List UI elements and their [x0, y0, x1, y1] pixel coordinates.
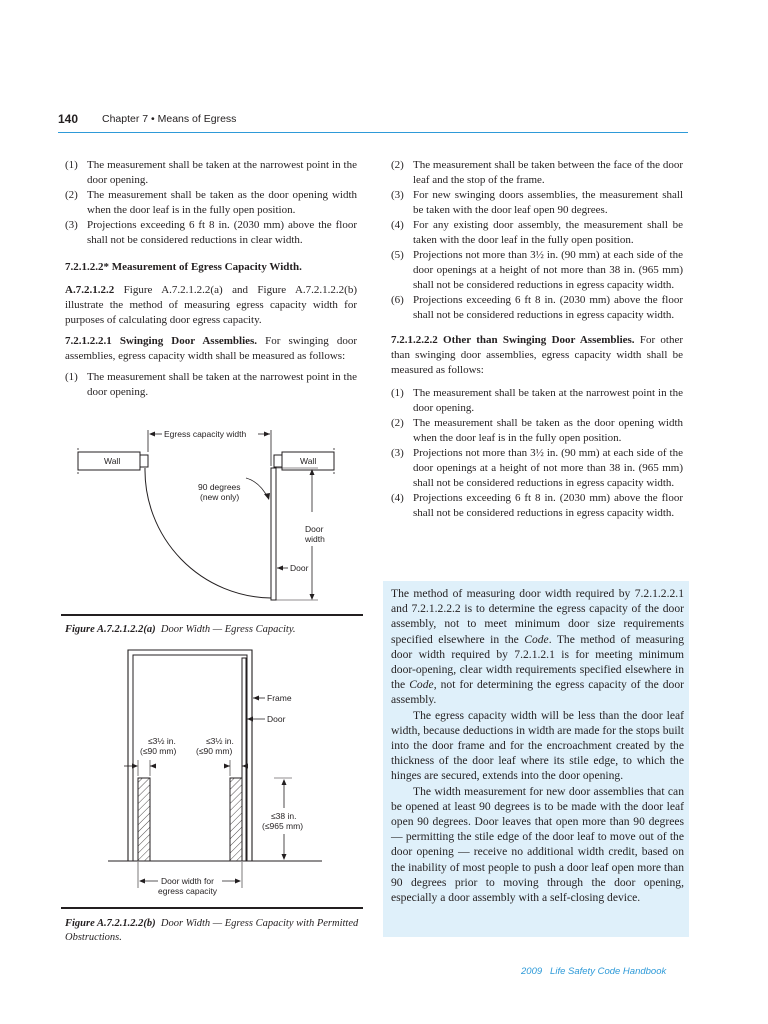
door-label: Door — [290, 563, 309, 573]
section-other: 7.2.1.2.2.2 Other than Swinging Door Assemblies. For other than swinging door assemblies, egress capacity width shall be measured as follows: — [391, 334, 684, 376]
figure-b-drawing — [60, 648, 365, 900]
list-item: (2) The measurement shall be taken between the face of the door leaf and the stop of the frame. — [391, 159, 683, 186]
wall-left-label: Wall — [104, 456, 121, 466]
right-dim-line2: (≤90 mm) — [196, 746, 233, 756]
list-item: (4) For any existing door assembly, the measurement shall be taken with the door leaf in the fully open position. — [391, 219, 683, 246]
left-dim-line2: (≤90 mm) — [140, 746, 177, 756]
header-rule — [58, 132, 688, 133]
frame-stop-right — [274, 455, 282, 467]
section-swinging: 7.2.1.2.2.1 Swinging Door Assemblies. For swinging door assemblies, egress capacity width shall be measured as follows: — [65, 335, 358, 362]
page-header — [58, 112, 688, 134]
list-item: (3) For new swinging doors assemblies, the measurement shall be taken with the door leaf open 90 degrees. — [391, 189, 683, 216]
bottom-dim-line2: egress capacity — [158, 886, 218, 896]
page-footer: 2009 Life Safety Code Handbook — [521, 966, 667, 977]
list-item: (6) Projections exceeding 6 ft 8 in. (2030 mm) above the floor shall not be considered reductions in egress capacity width. — [391, 294, 683, 321]
degrees-label-line2: (new only) — [200, 492, 240, 502]
degrees-label-line1: 90 degrees — [198, 482, 241, 492]
other-list — [391, 386, 683, 521]
swing-list — [65, 370, 357, 400]
left-dim-line1: ≤3½ in. — [148, 736, 176, 746]
figure-b-caption-rule — [61, 907, 363, 909]
right-column — [391, 158, 683, 521]
commentary-paragraph-3: The width measurement for new door assemblies that can be opened at least 90 degrees is to be made with the door leaf open 90 degrees. Door leaves that open more than 90 degrees — permitting the stile edge of the door leaf to move out of the door opening — receive no additional width credit, based on the inability of most people to push a door leaf open more than 90 degrees prior to moving through the door opening, especially a door assembly with a self-closing device. — [391, 784, 684, 905]
section-heading-measurement: 7.2.1.2.2* Measurement of Egress Capacity Width. — [65, 261, 302, 273]
list-item: (1) The measurement shall be taken at the narrowest point in the door opening. — [65, 159, 357, 186]
left-column — [65, 158, 357, 400]
figure-b — [60, 648, 365, 900]
figure-a — [60, 420, 365, 610]
egress-width-label: Egress capacity width — [164, 429, 247, 439]
swing-list-continued — [391, 158, 683, 323]
frame-label: Frame — [267, 693, 292, 703]
annex-paragraph: A.7.2.1.2.2 Figure A.7.2.1.2.2(a) and Figure A.7.2.1.2.2(b) illustrate the method of measuring egress capacity width for purposes of calculating door egress capacity. — [65, 284, 357, 326]
list-item: (5) Projections not more than 3½ in. (90 mm) at each side of the door openings at a height of not more than 38 in. (965 mm) shall not be considered reductions in egress capacity width. — [391, 249, 683, 291]
commentary-paragraph-2: The egress capacity width will be less than the door leaf width, because deductions in width are made for the stops built into the door frame and for the encroachment created by the thickness of the door leaf where its stile edge, to which the hinges are secured, extends into the door opening. — [391, 708, 684, 783]
figure-a-drawing — [60, 420, 365, 610]
commentary-paragraph-1: The method of measuring door width required by 7.2.1.2.2.1 and 7.2.1.2.2.2 is to determine the egress capacity of the door assembly, not to meet minimum door size requirements specified elsewhere in the Code. The method of measuring door width required by 7.2.1.2.1 is for meeting minimum door-opening, clear width requirements specified elsewhere in the Code, not for determining the egress capacity of the door assembly. — [391, 587, 685, 707]
height-dim-line2: (≤965 mm) — [262, 821, 304, 831]
door-leaf-edge — [242, 658, 246, 861]
door-width-label-line1: Door — [305, 524, 324, 534]
left-projection — [138, 778, 150, 861]
list-item: (1) The measurement shall be taken at the narrowest point in the door opening. — [65, 371, 357, 398]
wall-right-label: Wall — [300, 456, 317, 466]
door-width-label-line2: width — [305, 534, 325, 544]
height-dim-line1: ≤38 in. — [271, 811, 297, 821]
commentary-box — [383, 581, 689, 937]
door-leaf-shape — [271, 468, 276, 600]
right-projection — [230, 778, 242, 861]
bottom-dim-line1: Door width for — [161, 876, 214, 886]
top-list — [65, 158, 357, 248]
list-item: (3) Projections exceeding 6 ft 8 in. (2030 mm) above the floor shall not be considered reductions in clear width. — [65, 219, 357, 246]
list-item: (1) The measurement shall be taken at the narrowest point in the door opening. — [391, 387, 683, 414]
list-item: (4) Projections exceeding 6 ft 8 in. (2030 mm) above the floor shall not be considered reductions in egress capacity width. — [391, 492, 683, 519]
list-item: (2) The measurement shall be taken as the door opening width when the door leaf is in the fully open position. — [65, 189, 357, 216]
figure-a-caption: Figure A.7.2.1.2.2(a) Door Width — Egress Capacity. — [65, 624, 296, 635]
door-label-b: Door — [267, 714, 286, 724]
page-number: 140 — [58, 112, 79, 126]
figure-a-caption-rule — [61, 614, 363, 616]
frame-stop-left — [140, 455, 148, 467]
chapter-title: Chapter 7 • Means of Egress — [102, 113, 237, 125]
right-dim-line1: ≤3½ in. — [206, 736, 234, 746]
figure-b-caption: Figure A.7.2.1.2.2(b) Door Width — Egress Capacity with Permitted Obstructions. — [65, 918, 359, 943]
list-item: (2) The measurement shall be taken as the door opening width when the door leaf is in the fully open position. — [391, 417, 683, 444]
list-item: (3) Projections not more than 3½ in. (90 mm) at each side of the door openings at a height of not more than 38 in. (965 mm) shall not be considered reductions in egress capacity width. — [391, 447, 683, 489]
